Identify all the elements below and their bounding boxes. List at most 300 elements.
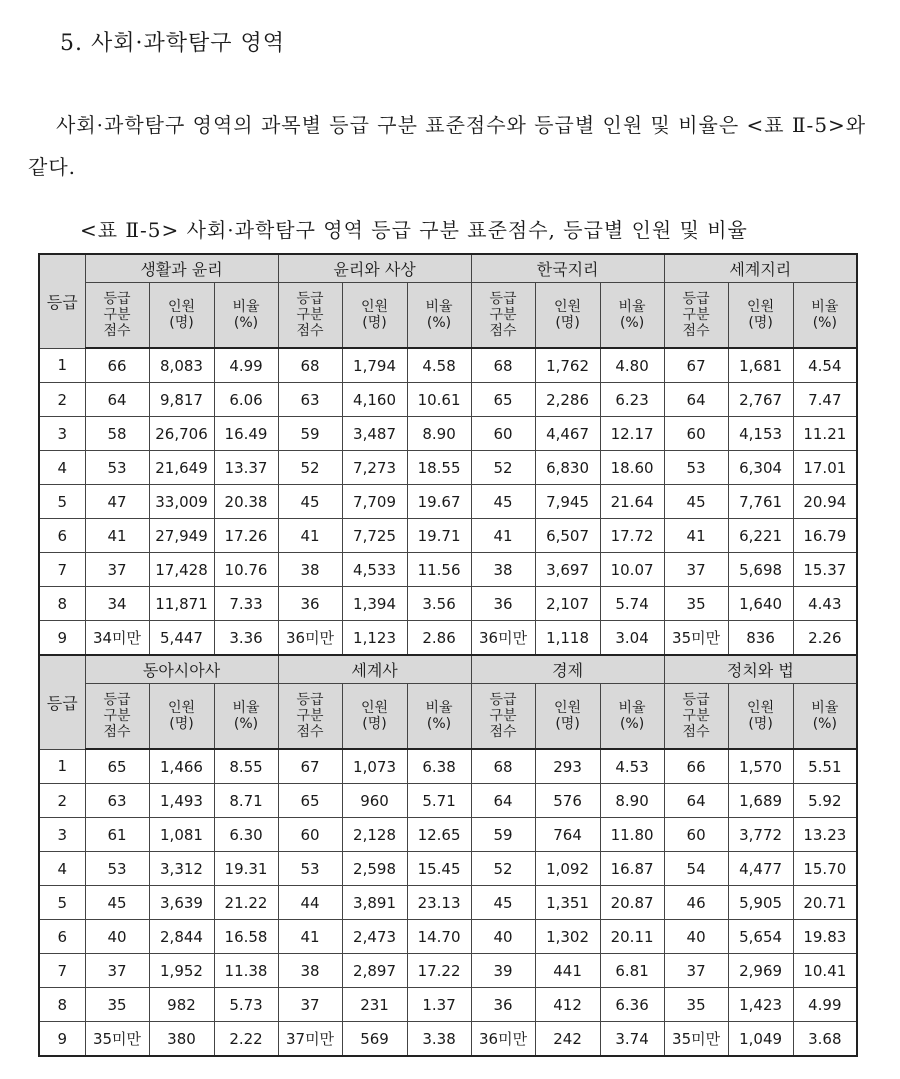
cut-score-cell: 34 bbox=[85, 587, 149, 621]
cut-score-cell: 45 bbox=[278, 485, 342, 519]
cut-score-cell: 34미만 bbox=[85, 621, 149, 656]
cut-score-header-line: 구분 bbox=[103, 307, 131, 323]
cut-score-cell: 53 bbox=[85, 852, 149, 886]
count-cell: 5,698 bbox=[728, 553, 793, 587]
grade-cell: 5 bbox=[39, 485, 85, 519]
ratio-cell: 5.51 bbox=[793, 749, 857, 784]
count-cell: 1,681 bbox=[728, 348, 793, 383]
grade-cell: 5 bbox=[39, 886, 85, 920]
cut-score-header-line: 등급 bbox=[489, 692, 517, 708]
cut-score-cell: 45 bbox=[664, 485, 728, 519]
count-header bbox=[342, 684, 407, 750]
ratio-cell: 2.26 bbox=[793, 621, 857, 656]
ratio-cell: 8.90 bbox=[600, 784, 664, 818]
ratio-cell: 4.58 bbox=[407, 348, 471, 383]
grade-cell: 8 bbox=[39, 587, 85, 621]
cut-score-header-line: 구분 bbox=[682, 708, 710, 724]
table-row bbox=[39, 852, 857, 886]
count-cell: 7,273 bbox=[342, 451, 407, 485]
cut-score-cell: 59 bbox=[278, 417, 342, 451]
ratio-cell: 15.45 bbox=[407, 852, 471, 886]
table-body bbox=[39, 254, 857, 1056]
count-header bbox=[149, 283, 214, 349]
ratio-cell: 5.74 bbox=[600, 587, 664, 621]
count-cell: 3,697 bbox=[535, 553, 600, 587]
cut-score-cell: 68 bbox=[278, 348, 342, 383]
ratio-header bbox=[214, 283, 278, 349]
cut-score-header-line: 등급 bbox=[682, 291, 710, 307]
count-cell: 5,654 bbox=[728, 920, 793, 954]
cut-score-cell: 68 bbox=[471, 749, 535, 784]
cut-score-cell: 58 bbox=[85, 417, 149, 451]
grade-cell: 3 bbox=[39, 417, 85, 451]
cut-score-header bbox=[278, 283, 342, 349]
ratio-cell: 4.99 bbox=[793, 988, 857, 1022]
ratio-cell: 15.70 bbox=[793, 852, 857, 886]
ratio-header-line: 비율 bbox=[618, 700, 646, 716]
count-header-unit: (명) bbox=[555, 315, 580, 331]
count-cell: 9,817 bbox=[149, 383, 214, 417]
table-row bbox=[39, 348, 857, 383]
ratio-cell: 6.30 bbox=[214, 818, 278, 852]
count-cell: 21,649 bbox=[149, 451, 214, 485]
grade-cell: 6 bbox=[39, 920, 85, 954]
count-cell: 3,312 bbox=[149, 852, 214, 886]
count-header-line: 인원 bbox=[167, 299, 196, 315]
ratio-cell: 14.70 bbox=[407, 920, 471, 954]
grade-cell: 2 bbox=[39, 784, 85, 818]
cut-score-header-line: 구분 bbox=[296, 708, 324, 724]
count-cell: 1,118 bbox=[535, 621, 600, 656]
cut-score-cell: 53 bbox=[278, 852, 342, 886]
ratio-cell: 11.80 bbox=[600, 818, 664, 852]
ratio-cell: 4.54 bbox=[793, 348, 857, 383]
ratio-cell: 8.55 bbox=[214, 749, 278, 784]
count-cell: 6,830 bbox=[535, 451, 600, 485]
paragraph-text: 사회·과학탐구 영역의 과목별 등급 구분 표준점수와 등급별 인원 및 비율은 <표 Ⅱ-5>와 같다. bbox=[28, 113, 867, 179]
count-header bbox=[342, 283, 407, 349]
cut-score-header bbox=[664, 684, 728, 750]
cut-score-cell: 35 bbox=[664, 587, 728, 621]
count-cell: 960 bbox=[342, 784, 407, 818]
ratio-header-unit: (%) bbox=[812, 315, 837, 331]
ratio-header bbox=[600, 283, 664, 349]
ratio-header-unit: (%) bbox=[812, 716, 837, 732]
cut-score-cell: 36미만 bbox=[278, 621, 342, 656]
count-header-line: 인원 bbox=[167, 700, 196, 716]
count-cell: 441 bbox=[535, 954, 600, 988]
cut-score-cell: 41 bbox=[85, 519, 149, 553]
ratio-cell: 10.41 bbox=[793, 954, 857, 988]
ratio-cell: 21.64 bbox=[600, 485, 664, 519]
cut-score-cell: 37 bbox=[85, 954, 149, 988]
table-row bbox=[39, 886, 857, 920]
cut-score-cell: 60 bbox=[664, 818, 728, 852]
grade-cell: 3 bbox=[39, 818, 85, 852]
count-cell: 7,725 bbox=[342, 519, 407, 553]
ratio-cell: 23.13 bbox=[407, 886, 471, 920]
count-cell: 1,423 bbox=[728, 988, 793, 1022]
cut-score-cell: 35미만 bbox=[85, 1022, 149, 1057]
count-cell: 7,709 bbox=[342, 485, 407, 519]
ratio-cell: 13.23 bbox=[793, 818, 857, 852]
ratio-cell: 3.36 bbox=[214, 621, 278, 656]
cut-score-cell: 67 bbox=[664, 348, 728, 383]
cut-score-header bbox=[85, 283, 149, 349]
table-row bbox=[39, 988, 857, 1022]
ratio-cell: 20.87 bbox=[600, 886, 664, 920]
ratio-header-unit: (%) bbox=[233, 315, 259, 331]
ratio-cell: 10.61 bbox=[407, 383, 471, 417]
ratio-cell: 7.33 bbox=[214, 587, 278, 621]
cut-score-header bbox=[664, 283, 728, 349]
cut-score-header-line: 점수 bbox=[103, 724, 131, 740]
grade-column-header: 등급 bbox=[39, 254, 85, 348]
cut-score-header-line: 점수 bbox=[682, 323, 710, 339]
ratio-cell: 6.23 bbox=[600, 383, 664, 417]
ratio-cell: 3.04 bbox=[600, 621, 664, 656]
count-cell: 380 bbox=[149, 1022, 214, 1057]
ratio-cell: 5.73 bbox=[214, 988, 278, 1022]
count-cell: 6,507 bbox=[535, 519, 600, 553]
cut-score-header-line: 점수 bbox=[682, 724, 710, 740]
cut-score-cell: 54 bbox=[664, 852, 728, 886]
cut-score-cell: 61 bbox=[85, 818, 149, 852]
cut-score-cell: 36미만 bbox=[471, 621, 535, 656]
cut-score-header-line: 등급 bbox=[296, 692, 324, 708]
ratio-header bbox=[407, 684, 471, 750]
ratio-header-line: 비율 bbox=[811, 700, 839, 716]
table-row bbox=[39, 451, 857, 485]
table-row bbox=[39, 749, 857, 784]
ratio-cell: 11.21 bbox=[793, 417, 857, 451]
cut-score-cell: 68 bbox=[471, 348, 535, 383]
cut-score-header bbox=[85, 684, 149, 750]
cut-score-header-line: 구분 bbox=[103, 708, 131, 724]
count-header-line: 인원 bbox=[747, 299, 775, 315]
count-header-line: 인원 bbox=[747, 700, 775, 716]
grade-cell: 6 bbox=[39, 519, 85, 553]
ratio-cell: 3.56 bbox=[407, 587, 471, 621]
count-cell: 3,772 bbox=[728, 818, 793, 852]
grade-cell: 9 bbox=[39, 1022, 85, 1057]
ratio-header-unit: (%) bbox=[233, 716, 259, 732]
ratio-cell: 4.99 bbox=[214, 348, 278, 383]
table-row bbox=[39, 920, 857, 954]
count-cell: 1,794 bbox=[342, 348, 407, 383]
grade-cell: 9 bbox=[39, 621, 85, 656]
cut-score-cell: 45 bbox=[85, 886, 149, 920]
ratio-cell: 16.58 bbox=[214, 920, 278, 954]
cut-score-cell: 47 bbox=[85, 485, 149, 519]
cut-score-cell: 35미만 bbox=[664, 1022, 728, 1057]
cut-score-cell: 64 bbox=[664, 784, 728, 818]
count-cell: 569 bbox=[342, 1022, 407, 1057]
grade-cell: 7 bbox=[39, 954, 85, 988]
table-row bbox=[39, 417, 857, 451]
grade-cell: 7 bbox=[39, 553, 85, 587]
ratio-cell: 19.83 bbox=[793, 920, 857, 954]
body-paragraph bbox=[28, 104, 878, 188]
ratio-cell: 11.56 bbox=[407, 553, 471, 587]
count-header bbox=[728, 283, 793, 349]
count-cell: 2,286 bbox=[535, 383, 600, 417]
count-cell: 1,073 bbox=[342, 749, 407, 784]
count-header-line: 인원 bbox=[554, 700, 582, 716]
table-row bbox=[39, 587, 857, 621]
count-cell: 1,081 bbox=[149, 818, 214, 852]
cut-score-cell: 41 bbox=[664, 519, 728, 553]
ratio-cell: 16.49 bbox=[214, 417, 278, 451]
count-cell: 26,706 bbox=[149, 417, 214, 451]
cut-score-cell: 53 bbox=[664, 451, 728, 485]
cut-score-cell: 63 bbox=[85, 784, 149, 818]
count-cell: 576 bbox=[535, 784, 600, 818]
cut-score-cell: 65 bbox=[471, 383, 535, 417]
ratio-cell: 12.17 bbox=[600, 417, 664, 451]
table-row bbox=[39, 553, 857, 587]
cut-score-cell: 35 bbox=[85, 988, 149, 1022]
count-header-unit: (명) bbox=[748, 315, 773, 331]
cut-score-cell: 53 bbox=[85, 451, 149, 485]
count-cell: 2,598 bbox=[342, 852, 407, 886]
cut-score-header-line: 구분 bbox=[296, 307, 324, 323]
count-header bbox=[535, 283, 600, 349]
subject-name: 생활과 윤리 bbox=[85, 254, 278, 283]
grade-cell: 8 bbox=[39, 988, 85, 1022]
ratio-cell: 11.38 bbox=[214, 954, 278, 988]
cut-score-cell: 36 bbox=[471, 587, 535, 621]
ratio-cell: 20.11 bbox=[600, 920, 664, 954]
cut-score-cell: 37 bbox=[664, 553, 728, 587]
cut-score-cell: 67 bbox=[278, 749, 342, 784]
ratio-cell: 2.86 bbox=[407, 621, 471, 656]
ratio-header-unit: (%) bbox=[426, 716, 452, 732]
count-cell: 7,761 bbox=[728, 485, 793, 519]
count-cell: 836 bbox=[728, 621, 793, 656]
ratio-cell: 1.37 bbox=[407, 988, 471, 1022]
cut-score-cell: 65 bbox=[85, 749, 149, 784]
ratio-cell: 3.68 bbox=[793, 1022, 857, 1057]
subject-name: 세계지리 bbox=[664, 254, 857, 283]
count-cell: 27,949 bbox=[149, 519, 214, 553]
count-cell: 2,897 bbox=[342, 954, 407, 988]
ratio-header-line: 비율 bbox=[425, 700, 453, 716]
grade-cell: 1 bbox=[39, 348, 85, 383]
count-cell: 2,107 bbox=[535, 587, 600, 621]
cut-score-cell: 66 bbox=[85, 348, 149, 383]
count-header-line: 인원 bbox=[554, 299, 582, 315]
cut-score-header-line: 점수 bbox=[296, 724, 324, 740]
cut-score-cell: 35미만 bbox=[664, 621, 728, 656]
ratio-cell: 4.43 bbox=[793, 587, 857, 621]
cut-score-cell: 37 bbox=[664, 954, 728, 988]
count-cell: 3,487 bbox=[342, 417, 407, 451]
count-header-line: 인원 bbox=[361, 700, 389, 716]
cut-score-cell: 60 bbox=[471, 417, 535, 451]
ratio-cell: 12.65 bbox=[407, 818, 471, 852]
count-cell: 2,767 bbox=[728, 383, 793, 417]
count-cell: 3,891 bbox=[342, 886, 407, 920]
ratio-cell: 16.87 bbox=[600, 852, 664, 886]
cut-score-cell: 60 bbox=[278, 818, 342, 852]
count-cell: 6,304 bbox=[728, 451, 793, 485]
count-cell: 5,447 bbox=[149, 621, 214, 656]
subject-name: 동아시아사 bbox=[85, 655, 278, 684]
ratio-header bbox=[793, 283, 857, 349]
ratio-cell: 6.36 bbox=[600, 988, 664, 1022]
ratio-cell: 20.71 bbox=[793, 886, 857, 920]
table-caption: <표 Ⅱ-5> 사회·과학탐구 영역 등급 구분 표준점수, 등급별 인원 및 비율 bbox=[80, 218, 748, 242]
ratio-header-line: 비율 bbox=[232, 299, 260, 315]
ratio-cell: 7.47 bbox=[793, 383, 857, 417]
count-cell: 1,302 bbox=[535, 920, 600, 954]
count-cell: 17,428 bbox=[149, 553, 214, 587]
table-row bbox=[39, 621, 857, 656]
cut-score-cell: 59 bbox=[471, 818, 535, 852]
count-cell: 1,394 bbox=[342, 587, 407, 621]
ratio-header bbox=[214, 684, 278, 750]
ratio-cell: 20.38 bbox=[214, 485, 278, 519]
table-row bbox=[39, 383, 857, 417]
cut-score-header-line: 점수 bbox=[489, 323, 517, 339]
count-cell: 1,493 bbox=[149, 784, 214, 818]
count-header-unit: (명) bbox=[362, 315, 387, 331]
count-header-unit: (명) bbox=[748, 716, 773, 732]
cut-score-cell: 46 bbox=[664, 886, 728, 920]
ratio-cell: 4.80 bbox=[600, 348, 664, 383]
cut-score-header-line: 점수 bbox=[489, 724, 517, 740]
count-header bbox=[535, 684, 600, 750]
count-cell: 6,221 bbox=[728, 519, 793, 553]
ratio-cell: 17.26 bbox=[214, 519, 278, 553]
cut-score-cell: 35 bbox=[664, 988, 728, 1022]
ratio-header bbox=[407, 283, 471, 349]
count-cell: 412 bbox=[535, 988, 600, 1022]
cut-score-cell: 37 bbox=[85, 553, 149, 587]
count-cell: 11,871 bbox=[149, 587, 214, 621]
subject-name: 경제 bbox=[471, 655, 664, 684]
cut-score-header-line: 등급 bbox=[682, 692, 710, 708]
count-header-unit: (명) bbox=[362, 716, 387, 732]
count-cell: 1,466 bbox=[149, 749, 214, 784]
count-cell: 4,160 bbox=[342, 383, 407, 417]
count-header-unit: (명) bbox=[555, 716, 580, 732]
cut-score-header-line: 등급 bbox=[103, 692, 131, 708]
ratio-header-unit: (%) bbox=[619, 716, 645, 732]
ratio-cell: 3.74 bbox=[600, 1022, 664, 1057]
table-row bbox=[39, 818, 857, 852]
ratio-header bbox=[793, 684, 857, 750]
column-header-row bbox=[39, 684, 857, 750]
cut-score-cell: 45 bbox=[471, 485, 535, 519]
count-cell: 764 bbox=[535, 818, 600, 852]
cut-score-cell: 36 bbox=[278, 587, 342, 621]
grade-table bbox=[38, 253, 858, 1057]
ratio-cell: 10.07 bbox=[600, 553, 664, 587]
ratio-cell: 19.67 bbox=[407, 485, 471, 519]
count-header-line: 인원 bbox=[361, 299, 389, 315]
count-header-unit: (명) bbox=[169, 716, 194, 732]
ratio-cell: 8.90 bbox=[407, 417, 471, 451]
table-row bbox=[39, 519, 857, 553]
cut-score-cell: 41 bbox=[471, 519, 535, 553]
count-cell: 2,473 bbox=[342, 920, 407, 954]
ratio-cell: 20.94 bbox=[793, 485, 857, 519]
subject-header-row bbox=[39, 655, 857, 684]
cut-score-header bbox=[471, 684, 535, 750]
ratio-cell: 2.22 bbox=[214, 1022, 278, 1057]
ratio-cell: 19.71 bbox=[407, 519, 471, 553]
count-cell: 1,092 bbox=[535, 852, 600, 886]
cut-score-cell: 36 bbox=[471, 988, 535, 1022]
count-cell: 1,049 bbox=[728, 1022, 793, 1057]
count-cell: 1,570 bbox=[728, 749, 793, 784]
ratio-cell: 17.01 bbox=[793, 451, 857, 485]
cut-score-header-line: 점수 bbox=[103, 323, 131, 339]
ratio-cell: 18.55 bbox=[407, 451, 471, 485]
column-header-row bbox=[39, 283, 857, 349]
count-cell: 3,639 bbox=[149, 886, 214, 920]
grade-column-header: 등급 bbox=[39, 655, 85, 749]
cut-score-cell: 52 bbox=[471, 451, 535, 485]
cut-score-cell: 38 bbox=[471, 553, 535, 587]
grade-cell: 4 bbox=[39, 852, 85, 886]
count-cell: 4,467 bbox=[535, 417, 600, 451]
ratio-cell: 16.79 bbox=[793, 519, 857, 553]
ratio-cell: 6.06 bbox=[214, 383, 278, 417]
subject-name: 윤리와 사상 bbox=[278, 254, 471, 283]
table-row bbox=[39, 1022, 857, 1057]
count-header bbox=[149, 684, 214, 750]
count-cell: 242 bbox=[535, 1022, 600, 1057]
cut-score-header bbox=[471, 283, 535, 349]
cut-score-cell: 39 bbox=[471, 954, 535, 988]
ratio-cell: 19.31 bbox=[214, 852, 278, 886]
cut-score-cell: 40 bbox=[85, 920, 149, 954]
ratio-cell: 17.22 bbox=[407, 954, 471, 988]
cut-score-cell: 64 bbox=[664, 383, 728, 417]
ratio-cell: 10.76 bbox=[214, 553, 278, 587]
count-cell: 1,689 bbox=[728, 784, 793, 818]
cut-score-header-line: 구분 bbox=[489, 307, 517, 323]
subject-header-row bbox=[39, 254, 857, 283]
cut-score-cell: 40 bbox=[471, 920, 535, 954]
table-row bbox=[39, 784, 857, 818]
ratio-cell: 17.72 bbox=[600, 519, 664, 553]
cut-score-cell: 37 bbox=[278, 988, 342, 1022]
ratio-cell: 6.81 bbox=[600, 954, 664, 988]
subject-name: 세계사 bbox=[278, 655, 471, 684]
cut-score-cell: 60 bbox=[664, 417, 728, 451]
grade-cell: 2 bbox=[39, 383, 85, 417]
ratio-cell: 3.38 bbox=[407, 1022, 471, 1057]
count-cell: 4,477 bbox=[728, 852, 793, 886]
cut-score-cell: 66 bbox=[664, 749, 728, 784]
count-cell: 1,952 bbox=[149, 954, 214, 988]
ratio-header-line: 비율 bbox=[425, 299, 453, 315]
ratio-cell: 4.53 bbox=[600, 749, 664, 784]
section-title: 5. 사회·과학탐구 영역 bbox=[60, 31, 285, 56]
count-cell: 2,128 bbox=[342, 818, 407, 852]
cut-score-cell: 40 bbox=[664, 920, 728, 954]
cut-score-cell: 65 bbox=[278, 784, 342, 818]
grade-cell: 1 bbox=[39, 749, 85, 784]
ratio-header-unit: (%) bbox=[619, 315, 645, 331]
ratio-header-unit: (%) bbox=[426, 315, 452, 331]
count-cell: 33,009 bbox=[149, 485, 214, 519]
count-cell: 7,945 bbox=[535, 485, 600, 519]
